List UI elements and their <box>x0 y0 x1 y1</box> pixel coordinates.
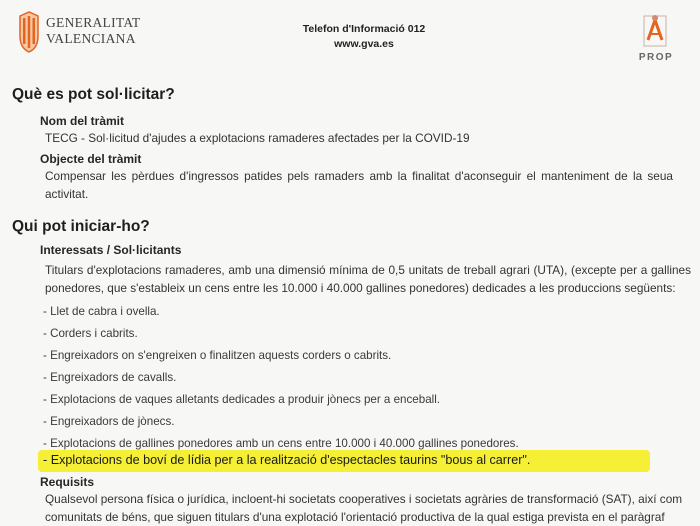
phone-line: Telefon d'Informació 012 <box>302 23 426 35</box>
list-item: - Llet de cabra i ovella. <box>43 305 160 318</box>
list-item: - Corders i cabrits. <box>43 327 138 340</box>
requirements-text: Qualsevol persona física o jurídica, incloent-hi societats cooperatives i societats agràries de transformació (SAT), així com comunitats de béns, que siguen titulars d'una explotació l'orientació productiva de la qual estiga prevista en el paràgraf <box>45 492 683 524</box>
requirements-label: Requisits <box>40 475 95 489</box>
procedure-object-label: Objecte del tràmit <box>40 152 142 166</box>
contact-info <box>264 22 464 52</box>
applicants-label: Interessats / Sol·licitants <box>40 243 182 257</box>
applicants-text: Titulars d'explotacions ramaderes, amb una dimensió mínima de 0,5 unitats de treball agrari (UTA), (excepte per a gallines ponedores, que s'estableix un cens entre les 10.000 i 40.000 gallines ponedores) dedicades a les produccions següents: <box>45 263 691 295</box>
list-item: - Engreixadors de jònecs. <box>43 415 175 428</box>
list-item: - Explotacions de vaques alletants dedicades a produir jònecs per a enceball. <box>43 393 441 406</box>
list-item: - Engreixadors on s'engreixen o finalitzen aquests corders o cabrits. <box>43 349 392 362</box>
prop-emblem-icon <box>628 10 684 52</box>
procedure-object-text: Compensar les pèrdues d'ingressos patides pels ramaders amb la finalitat d'aconseguir el manteniment de la seua activitat. <box>45 169 673 201</box>
website-line: www.gva.es <box>334 38 394 50</box>
shield-icon <box>18 10 40 54</box>
generalitat-valenciana-logo <box>18 8 141 64</box>
prop-label: PROP <box>638 52 674 63</box>
procedure-name-text: TECG - Sol·licitud d'ajudes a explotacions ramaderes afectades per la COVID-19 <box>45 131 470 145</box>
section-title-who: Qui pot iniciar-ho? <box>12 218 150 235</box>
document-header <box>0 0 700 72</box>
section-title-what: Què es pot sol·licitar? <box>12 86 175 103</box>
generalitat-valenciana-wordmark: GENERALITAT VALENCIANA <box>46 15 141 46</box>
prop-logo <box>628 10 684 68</box>
highlighted-list-item: - Explotacions de boví de lídia per a la realització d'espectacles taurins "bous al carrer". <box>43 453 531 467</box>
procedure-name-label: Nom del tràmit <box>40 114 125 128</box>
list-item: - Explotacions de gallines ponedores amb un cens entre 10.000 i 40.000 gallines ponedores. <box>43 437 519 450</box>
list-item: - Engreixadors de cavalls. <box>43 371 177 384</box>
